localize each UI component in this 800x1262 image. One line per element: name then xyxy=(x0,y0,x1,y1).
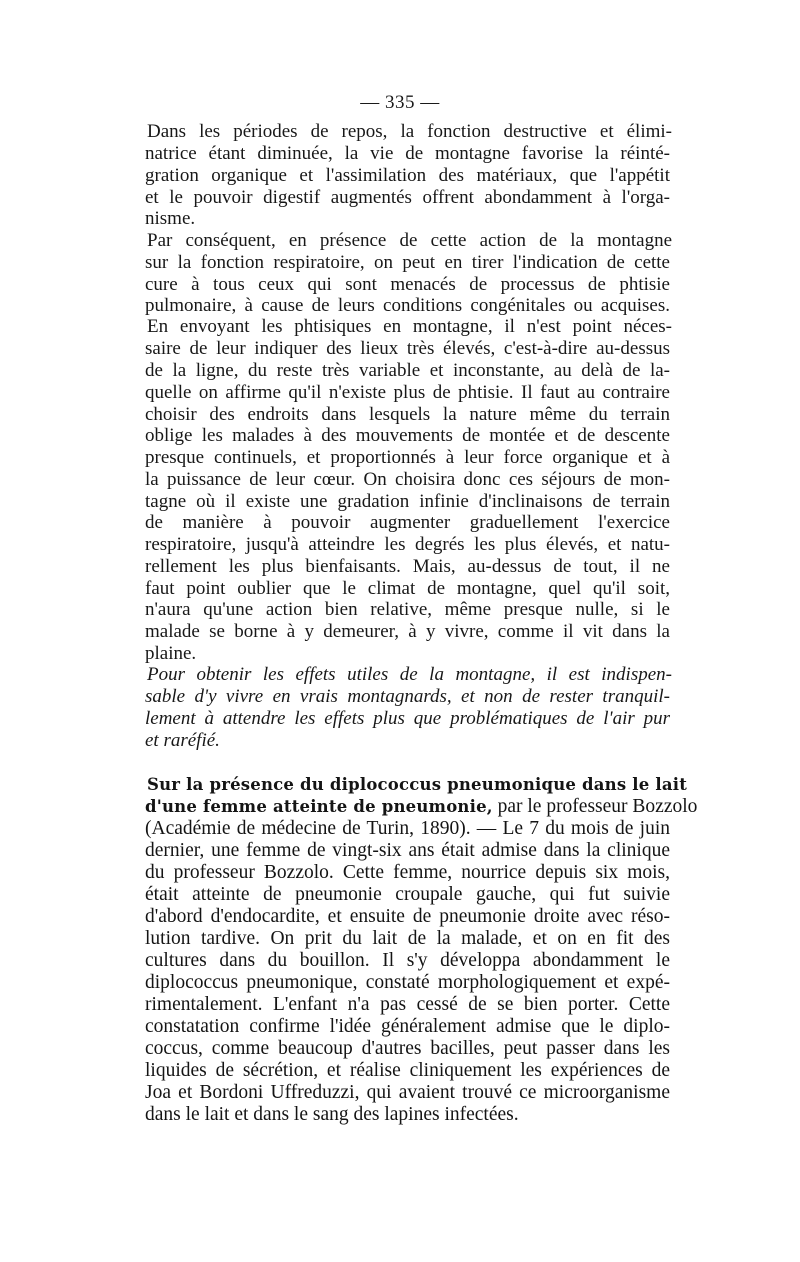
paragraph-line: lution tardive. On prit du lait de la malade, et on en fit des xyxy=(145,928,670,949)
paragraph-line: d'abord d'endocardite, et ensuite de pneumonie droite avec réso- xyxy=(145,906,670,927)
paragraph-line: (Académie de médecine de Turin, 1890). — Le 7 du mois de juin xyxy=(145,818,670,839)
paragraph-line: la puissance de leur cœur. On choisira donc ces séjours de mon- xyxy=(145,469,670,490)
paragraph-line: liquides de sécrétion, et réalise cliniquement les expériences de xyxy=(145,1060,670,1081)
paragraph-line: diplococcus pneumonique, constaté morphologiquement et expé- xyxy=(145,972,670,993)
paragraph-line: En envoyant les phtisiques en montagne, il n'est point néces- xyxy=(147,316,672,337)
paragraph-line: presque continuels, et proportionnés à leur force organique et à xyxy=(145,447,670,468)
italic-line: et raréfié. xyxy=(145,730,220,751)
paragraph-line: n'aura qu'une action bien relative, même presque nulle, si le xyxy=(145,599,670,620)
page-number: — 335 — xyxy=(360,92,440,113)
paragraph-line: gration organique et l'assimilation des matériaux, que l'appétit xyxy=(145,165,670,186)
paragraph-line: Dans les périodes de repos, la fonction destructive et élimi- xyxy=(147,121,672,142)
article-heading-line2 xyxy=(145,796,698,818)
article-heading-author: par le professeur Bozzolo xyxy=(492,796,698,817)
paragraph-line: cultures dans du bouillon. Il s'y développa abondamment le xyxy=(145,950,670,971)
article-heading-bold: Sur la présence du diplococcus pneumonique dans le lait xyxy=(147,775,688,794)
paragraph-line: natrice étant diminuée, la vie de montagne favorise la réinté- xyxy=(145,143,670,164)
paragraph-line: rellement les plus bienfaisants. Mais, au-dessus de tout, il ne xyxy=(145,556,670,577)
article-heading-bold-2: d'une femme atteinte de pneumonie, xyxy=(145,797,493,816)
paragraph-line: tagne où il existe une gradation infinie d'inclinaisons de terrain xyxy=(145,491,670,512)
paragraph-line: nisme. xyxy=(145,208,196,229)
paragraph-line: de la ligne, du reste très variable et inconstante, au delà de la- xyxy=(145,360,670,381)
paragraph-line: constatation confirme l'idée généralement admise que le diplo- xyxy=(145,1016,670,1037)
italic-line: lement à attendre les effets plus que problématiques de l'air pur xyxy=(145,708,670,729)
paragraph-line: quelle on affirme qu'il n'existe plus de phtisie. Il faut au contraire xyxy=(145,382,670,403)
paragraph-line: Par conséquent, en présence de cette action de la montagne xyxy=(147,230,672,251)
paragraph-line: faut point oublier que le climat de montagne, quel qu'il soit, xyxy=(145,578,670,599)
paragraph-line: oblige les malades à des mouvements de montée et de descente xyxy=(145,425,670,446)
paragraph-line: coccus, comme beaucoup d'autres bacilles, peut passer dans les xyxy=(145,1038,670,1059)
italic-line: Pour obtenir les effets utiles de la montagne, il est indispen- xyxy=(147,664,672,685)
paragraph-line: et le pouvoir digestif augmentés offrent abondamment à l'orga- xyxy=(145,187,670,208)
paragraph-line: était atteinte de pneumonie croupale gauche, qui fut suivie xyxy=(145,884,670,905)
paragraph-line: sur la fonction respiratoire, on peut en tirer l'indication de cette xyxy=(145,252,670,273)
paragraph-line: saire de leur indiquer des lieux très élevés, c'est-à-dire au-dessus xyxy=(145,338,670,359)
paragraph-line: rimentalement. L'enfant n'a pas cessé de se bien porter. Cette xyxy=(145,994,670,1015)
paragraph-line: pulmonaire, à cause de leurs conditions congénitales ou acquises. xyxy=(145,295,670,316)
paragraph-line: malade se borne à y demeurer, à y vivre, comme il vit dans la xyxy=(145,621,670,642)
paragraph-line: Joa et Bordoni Uffreduzzi, qui avaient trouvé ce microorganisme xyxy=(145,1082,670,1103)
paragraph-line: choisir des endroits dans lesquels la nature même du terrain xyxy=(145,404,670,425)
paragraph-line: de manière à pouvoir augmenter graduellement l'exercice xyxy=(145,512,670,533)
paragraph-line: plaine. xyxy=(145,643,197,664)
paragraph-line: dans le lait et dans le sang des lapines infectées. xyxy=(145,1104,519,1125)
paragraph-line: dernier, une femme de vingt-six ans était admise dans la clinique xyxy=(145,840,670,861)
paragraph-line: du professeur Bozzolo. Cette femme, nourrice depuis six mois, xyxy=(145,862,670,883)
italic-line: sable d'y vivre en vrais montagnards, et non de rester tranquil- xyxy=(145,686,670,707)
paragraph-line: cure à tous ceux qui sont menacés de processus de phtisie xyxy=(145,274,670,295)
article-heading xyxy=(147,774,688,796)
paragraph-line: respiratoire, jusqu'à atteindre les degrés les plus élevés, et natu- xyxy=(145,534,670,555)
